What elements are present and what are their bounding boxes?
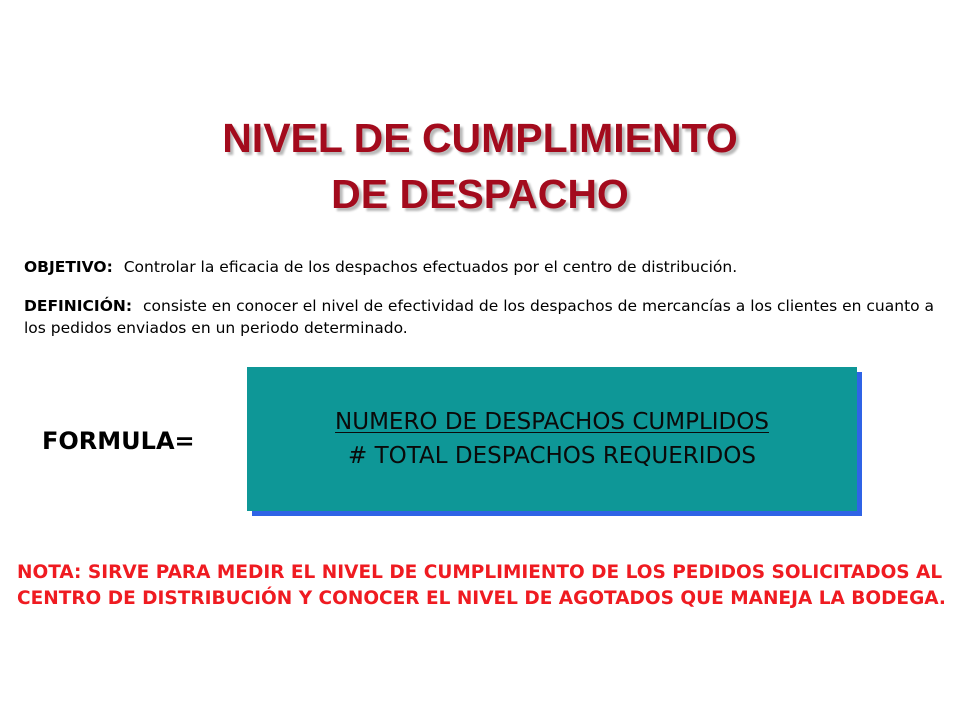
page-title [0,110,960,222]
formula-label: FORMULA= [42,427,195,455]
objetivo-text: Controlar la eficacia de los despachos efectuados por el centro de distribución. [123,258,738,276]
objetivo-paragraph [24,256,940,278]
definicion-label: DEFINICIÓN: [24,297,133,315]
formula-denominator: # TOTAL DESPACHOS REQUERIDOS [348,443,756,469]
objetivo-label: OBJETIVO: [24,258,113,276]
definicion-text: consiste en conocer el nivel de efectividad de los despachos de mercancías a los clientes en cuanto a los pedidos enviados en un periodo determinado. [24,297,935,337]
formula-numerator: NUMERO DE DESPACHOS CUMPLIDOS [335,409,769,435]
nota-text: NOTA: SIRVE PARA MEDIR EL NIVEL DE CUMPLIMIENTO DE LOS PEDIDOS SOLICITADOS AL CENTRO DE DISTRIBUCIÓN Y CONOCER EL NIVEL DE AGOTADOS QUE MANEJA LA BODEGA. [17,562,946,609]
title-line-2: DE DESPACHO [331,171,629,217]
definicion-paragraph [24,295,940,339]
formula-box [247,367,857,511]
title-line-1: NIVEL DE CUMPLIMIENTO [222,115,738,161]
